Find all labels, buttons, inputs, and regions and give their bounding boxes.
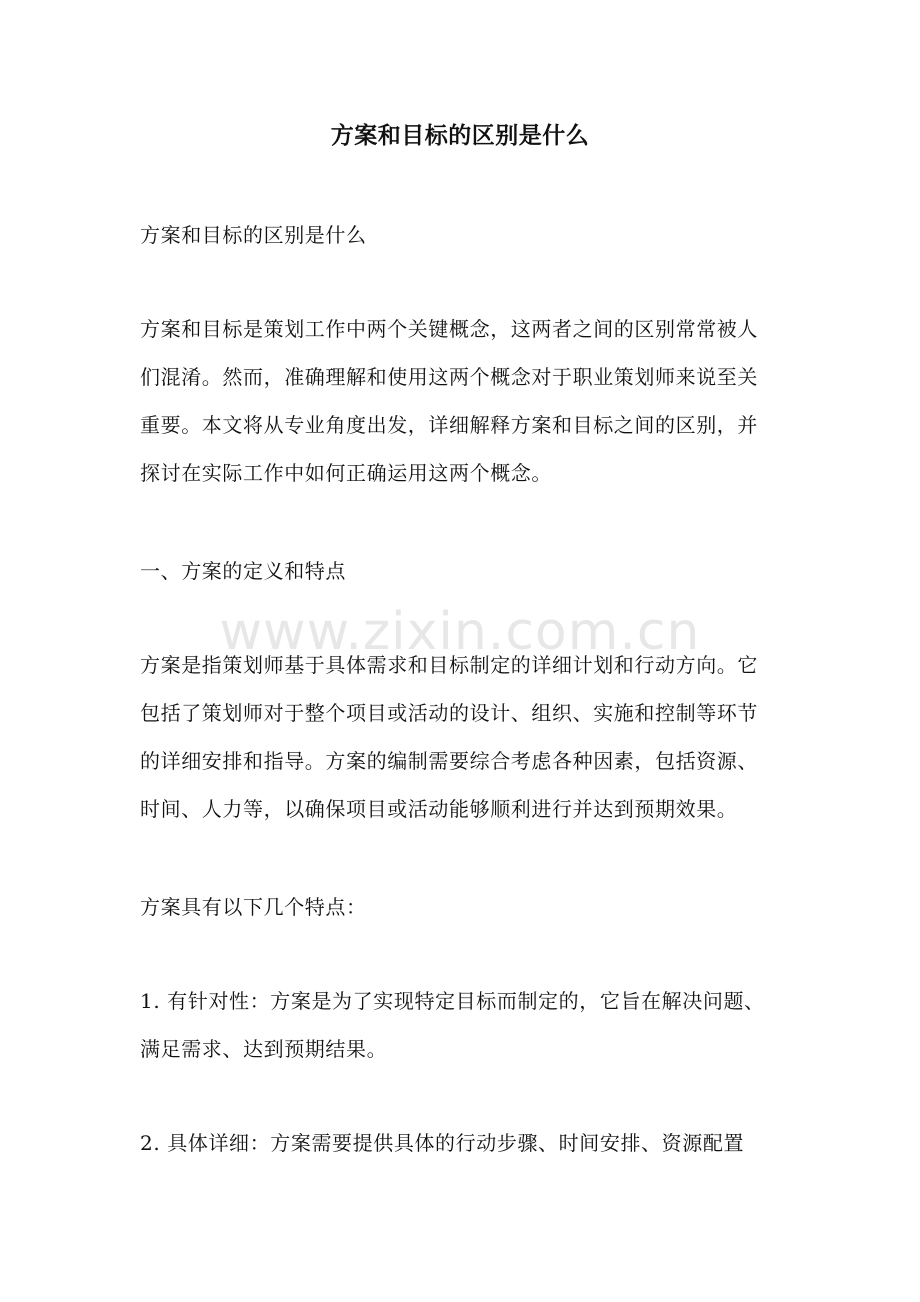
features-intro-text: 方案具有以下几个特点：: [140, 895, 367, 919]
section-heading-1: [140, 547, 800, 595]
intro-line: 重要。本文将从专业角度出发，详细解释方案和目标之间的区别，并: [140, 413, 758, 437]
section-heading-text: 一、方案的定义和特点: [140, 559, 346, 583]
definition-line: 时间、人力等，以确保项目或活动能够顺利进行并达到预期效果。: [140, 797, 738, 821]
watermark: www.zixin.com.cn: [219, 602, 701, 662]
list-item-1: [140, 977, 800, 1073]
definition-line: 方案是指策划师基于具体需求和目标制定的详细计划和行动方向。它: [140, 653, 758, 677]
intro-paragraph: [140, 305, 800, 497]
list-item-line: 2. 具体详细：方案需要提供具体的行动步骤、时间安排、资源配置: [140, 1131, 745, 1155]
list-item-line: 1. 有针对性：方案是为了实现特定目标而制定的，它旨在解决问题、: [140, 989, 765, 1013]
intro-line: 方案和目标是策划工作中两个关键概念，这两者之间的区别常常被人: [140, 317, 758, 341]
definition-paragraph: [140, 641, 800, 833]
definition-line: 包括了策划师对于整个项目或活动的设计、组织、实施和控制等环节: [140, 701, 758, 725]
definition-line: 的详细安排和指导。方案的编制需要综合考虑各种因素，包括资源、: [140, 749, 758, 773]
list-item-2: [140, 1119, 800, 1167]
features-intro: [140, 883, 800, 931]
intro-line: 探讨在实际工作中如何正确运用这两个概念。: [140, 461, 552, 485]
document-title: 方案和目标的区别是什么: [330, 122, 590, 149]
subtitle: [140, 211, 800, 259]
intro-line: 们混淆。然而，准确理解和使用这两个概念对于职业策划师来说至关: [140, 365, 758, 389]
list-item-line: 满足需求、达到预期结果。: [140, 1037, 388, 1061]
subtitle-line: 方案和目标的区别是什么: [140, 223, 367, 247]
